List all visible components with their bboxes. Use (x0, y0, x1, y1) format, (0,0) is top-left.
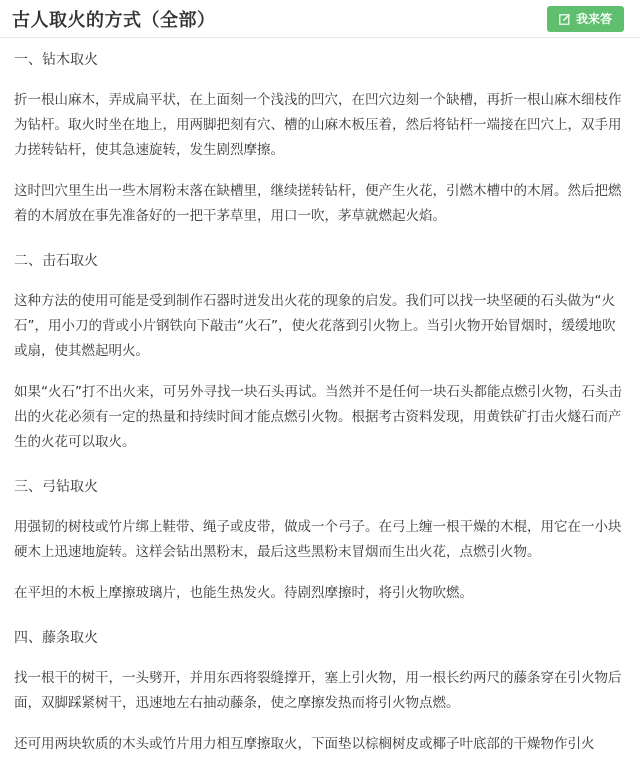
section-heading-4: 四、藤条取火 (14, 630, 98, 646)
section-heading-1: 一、钻木取火 (14, 52, 98, 68)
page-title: 古人取火的方式（全部） (12, 9, 216, 31)
paragraph: 在平坦的木板上摩擦玻璃片，也能生热发火。待剧烈摩擦时，将引火物吹燃。 (14, 585, 473, 601)
paragraph: 这种方法的使用可能是受到制作石器时迸发出火花的现象的启发。我们可以找一块坚硬的石头做为“火石”，用小刀的背或小片钢铁向下敲击“火石”，使火花落到引火物上。当引火物开始冒烟时，缓缓地吹或扇，使其燃起明火。 (14, 293, 616, 359)
section-heading-3: 三、弓钻取火 (14, 479, 98, 495)
paragraph: 用强韧的树枝或竹片绑上鞋带、绳子或皮带，做成一个弓子。在弓上缠一根干燥的木棍，用它在一小块硬木上迅速地旋转。这样会钻出黑粉末，最后这些黑粉末冒烟而生出火花，点燃引火物。 (14, 519, 622, 560)
header-bar (0, 0, 640, 38)
answer-button[interactable] (547, 6, 624, 32)
section-heading-2: 二、击石取火 (14, 253, 98, 269)
paragraph: 还可用两块软质的木头或竹片用力相互摩擦取火，下面垫以棕榈树皮或椰子叶底部的干燥物作引火 (14, 736, 595, 752)
paragraph: 这时凹穴里生出一些木屑粉末落在缺槽里，继续搓转钻杆，便产生火花，引燃木槽中的木屑。然后把燃着的木屑放在事先准备好的一把干茅草里，用口一吹，茅草就燃起火焰。 (14, 183, 622, 224)
article-body (0, 38, 640, 757)
paragraph: 折一根山麻木，弄成扁平状，在上面刻一个浅浅的凹穴，在凹穴边刻一个缺槽，再折一根山麻木细枝作为钻杆。取火时坐在地上，用两脚把刻有穴、槽的山麻木板压着，然后将钻杆一端接在凹穴上，双手用力搓转钻杆，使其急速旋转，发生剧烈摩擦。 (14, 92, 622, 158)
paragraph: 找一根干的树干，一头劈开，并用东西将裂缝撑开，塞上引火物，用一根长约两尺的藤条穿在引火物后面，双脚踩紧树干，迅速地左右抽动藤条，使之摩擦发热而将引火物点燃。 (14, 670, 622, 711)
answer-button-label: 我来答 (575, 12, 612, 26)
paragraph: 如果“火石”打不出火来，可另外寻找一块石头再试。当然并不是任何一块石头都能点燃引火物，石头击出的火花必须有一定的热量和持续时间才能点燃引火物。根据考古资料发现，用黄铁矿打击火燧石而产生的火花可以取火。 (14, 384, 622, 450)
edit-icon (559, 13, 571, 25)
